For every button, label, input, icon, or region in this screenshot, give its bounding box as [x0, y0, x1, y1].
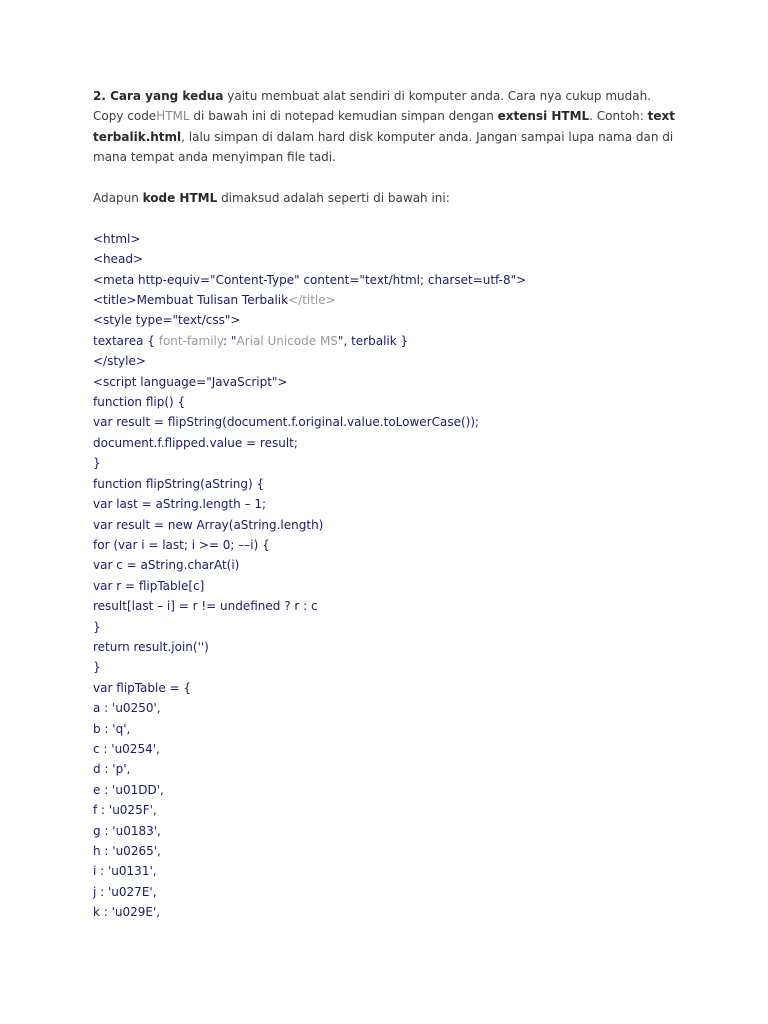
- html-word: HTML: [156, 109, 190, 124]
- code-line: var c = aString.charAt(i): [93, 558, 240, 573]
- code-token: textarea {: [93, 333, 159, 348]
- code-line: function flipString(aString) {: [93, 476, 265, 491]
- code-line: </style>: [93, 354, 146, 369]
- code-line: g : 'u0183',: [93, 823, 161, 838]
- code-token: </title>: [288, 293, 336, 308]
- code-token: font-family: [158, 333, 224, 348]
- code-line: var result = flipString(document.f.original.value.toLowerCase());: [93, 415, 480, 430]
- code-line: <html>: [93, 231, 141, 246]
- code-line: d : 'p',: [93, 762, 131, 777]
- code-line: }: [93, 619, 101, 634]
- code-line: j : 'u027E',: [93, 884, 157, 899]
- code-line: [93, 331, 683, 351]
- code-line: h : 'u0265',: [93, 844, 161, 858]
- paragraph1-text: . Contoh:: [589, 109, 648, 124]
- code-line: function flip() {: [93, 395, 186, 410]
- code-line: e : 'u01DD',: [93, 782, 164, 797]
- code-line: <style type="text/css">: [93, 313, 241, 328]
- code-token: Arial Unicode MS: [236, 333, 338, 348]
- extensi-html-label: extensi HTML: [497, 109, 590, 124]
- code-line: var last = aString.length – 1;: [93, 497, 267, 512]
- code-line: i : 'u0131',: [93, 864, 157, 879]
- code-line: var r = flipTable[c]: [93, 578, 205, 593]
- paragraph2-text: Adapun: [93, 191, 143, 206]
- code-token: ", terbalik }: [337, 333, 409, 348]
- code-line: a : 'u0250',: [93, 701, 161, 716]
- paragraph1-text: yaitu membuat alat sendiri di komputer anda. Cara nya cukup mudah. Copy code: [93, 89, 652, 124]
- code-line: for (var i = last; i >= 0; ––i) {: [93, 537, 270, 552]
- example-filename: text terbalik.html: [93, 109, 675, 144]
- paragraph1-text: , lalu simpan di dalam hard disk komputer anda. Jangan sampai lupa nama dan di mana tempat anda menyimpan file tadi.: [93, 129, 674, 165]
- code-token: <title>Membuat Tulisan Terbalik: [93, 293, 289, 308]
- code-token: : ": [223, 333, 237, 348]
- code-line: [93, 290, 683, 310]
- code-line: var result = new Array(aString.length): [93, 517, 324, 532]
- code-line: k : 'u029E',: [93, 905, 161, 920]
- code-block: [93, 229, 683, 923]
- heading-cara-kedua: 2. Cara yang kedua: [93, 89, 224, 103]
- code-line: }: [93, 660, 101, 675]
- code-line: <script language="JavaScript">: [93, 374, 288, 389]
- code-line: result[last – i] = r != undefined ? r : c: [93, 599, 318, 614]
- code-line: <meta http-equiv="Content-Type" content="text/html; charset=utf-8">: [93, 272, 527, 287]
- code-line: f : 'u025F',: [93, 803, 157, 818]
- paragraph-kode-intro: [93, 188, 683, 208]
- code-line: <head>: [93, 252, 144, 267]
- document-content: [93, 86, 683, 923]
- paragraph1-text: di bawah ini di notepad kemudian simpan dengan: [189, 109, 498, 124]
- paragraph2-text: dimaksud adalah seperti di bawah ini:: [217, 191, 450, 206]
- code-line: }: [93, 456, 101, 471]
- code-line: document.f.flipped.value = result;: [93, 435, 298, 450]
- code-line: c : 'u0254',: [93, 741, 160, 756]
- code-line: var flipTable = {: [93, 680, 192, 695]
- paragraph-cara-kedua: [93, 86, 683, 168]
- kode-html-label: kode HTML: [142, 191, 218, 206]
- code-line: b : 'q',: [93, 721, 131, 736]
- code-line: return result.join(''): [93, 639, 209, 654]
